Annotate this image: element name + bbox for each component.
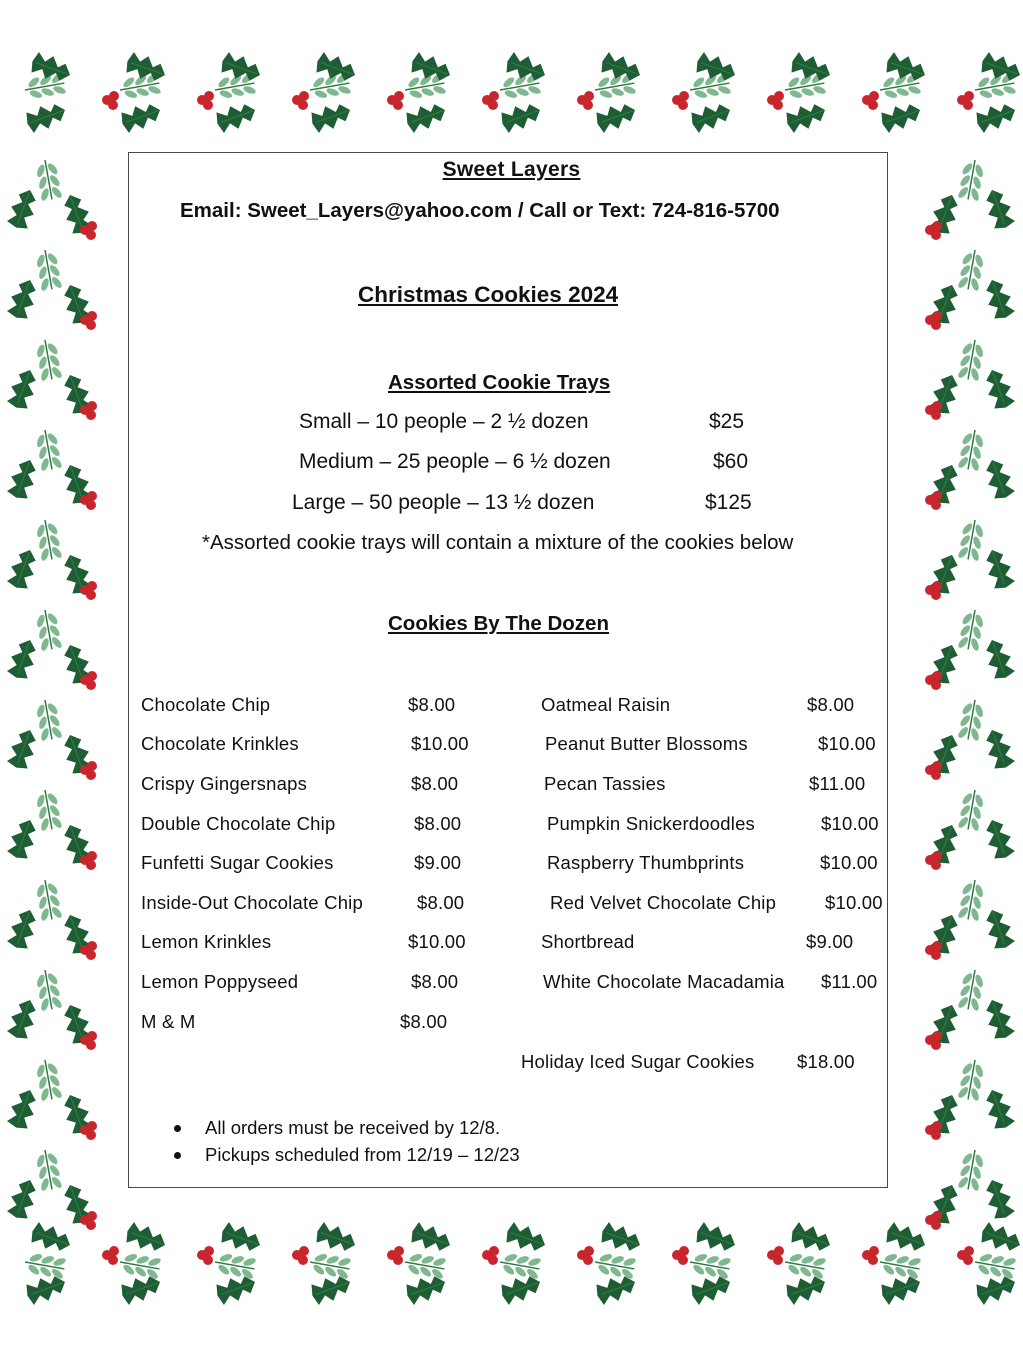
berry-cluster-icon: [957, 1246, 974, 1265]
holly-leaf-icon: [593, 99, 639, 135]
cookie-price: $10.00: [408, 931, 466, 952]
holly-leaf-icon: [981, 816, 1017, 862]
berry-cluster-icon: [292, 1246, 309, 1265]
berry-cluster-icon: [767, 1246, 784, 1265]
berry-cluster-icon: [482, 91, 499, 110]
order-note-text: All orders must be received by 12/8.: [205, 1117, 501, 1138]
berry-cluster-icon: [102, 1246, 119, 1265]
cookie-name: Lemon Krinkles: [141, 931, 272, 952]
holly-leaf-icon: [5, 186, 41, 232]
holly-leaf-icon: [123, 1220, 169, 1256]
holly-leaf-icon: [33, 878, 64, 923]
holly-leaf-icon: [973, 1250, 1018, 1281]
holly-leaf-icon: [5, 906, 41, 952]
tray-size-medium-label: Medium – 25 people – 6 ½ dozen: [299, 450, 611, 473]
holly-leaf-icon: [118, 99, 164, 135]
berry-cluster-icon: [102, 91, 119, 110]
holly-leaf-icon: [403, 99, 449, 135]
tray-size-large-price: $125: [705, 491, 752, 514]
cookie-name: Funfetti Sugar Cookies: [141, 852, 334, 873]
holly-leaf-icon: [213, 1250, 258, 1281]
holly-leaf-icon: [598, 1220, 644, 1256]
cookie-price: $9.00: [806, 931, 854, 952]
holly-leaf-icon: [33, 608, 64, 653]
tray-size-large-label: Large – 50 people – 13 ½ dozen: [292, 491, 595, 514]
holly-leaf-icon: [956, 518, 987, 563]
holly-leaf-icon: [956, 608, 987, 653]
holly-leaf-icon: [5, 996, 41, 1042]
holly-leaf-icon: [981, 906, 1017, 952]
holly-leaf-icon: [788, 1220, 834, 1256]
berry-cluster-icon: [672, 1246, 689, 1265]
holly-leaf-icon: [33, 1058, 64, 1103]
order-notes: [170, 1116, 520, 1170]
cookie-price: $10.00: [818, 733, 876, 754]
holly-leaf-icon: [118, 1250, 163, 1281]
cookie-name: Pecan Tassies: [544, 773, 666, 794]
cookie-name: Lemon Poppyseed: [141, 971, 299, 992]
berry-cluster-icon: [862, 91, 879, 110]
berry-cluster-icon: [387, 1246, 404, 1265]
holly-leaf-icon: [213, 99, 259, 135]
cookie-price: $10.00: [411, 733, 469, 754]
holly-leaf-icon: [5, 1086, 41, 1132]
holly-leaf-icon: [981, 996, 1017, 1042]
holly-leaf-icon: [981, 726, 1017, 772]
holly-leaf-icon: [956, 1148, 987, 1193]
dozen-section-title: Cookies By The Dozen: [388, 612, 609, 635]
holly-leaf-icon: [693, 1220, 739, 1256]
holly-leaf-icon: [5, 1176, 41, 1222]
cookie-price: $8.00: [411, 773, 459, 794]
bullet-icon: [174, 1152, 181, 1159]
holly-leaf-icon: [33, 428, 64, 473]
holly-leaf-icon: [878, 1250, 923, 1281]
trays-note: *Assorted cookie trays will contain a mixture of the cookies below: [202, 531, 794, 554]
holly-leaf-icon: [5, 456, 41, 502]
cookie-price: $10.00: [820, 852, 878, 873]
holly-leaf-icon: [981, 456, 1017, 502]
holly-leaf-icon: [33, 788, 64, 833]
holly-leaf-icon: [498, 1250, 543, 1281]
cookie-name: Red Velvet Chocolate Chip: [550, 892, 777, 913]
cookie-price: $8.00: [417, 892, 465, 913]
berry-cluster-icon: [577, 1246, 594, 1265]
berry-cluster-icon: [957, 91, 974, 110]
cookie-name: Raspberry Thumbprints: [547, 852, 745, 873]
order-note-text: Pickups scheduled from 12/19 – 12/23: [205, 1144, 520, 1165]
cookie-price: $10.00: [821, 813, 879, 834]
tray-size-small-price: $25: [709, 410, 745, 433]
holly-leaf-icon: [5, 546, 41, 592]
berry-cluster-icon: [197, 1246, 214, 1265]
business-name: Sweet Layers: [442, 158, 581, 181]
berry-cluster-icon: [292, 91, 309, 110]
holly-leaf-icon: [313, 1220, 359, 1256]
holly-leaf-icon: [956, 1058, 987, 1103]
cookie-name: M & M: [141, 1011, 196, 1032]
holly-leaf-icon: [956, 698, 987, 743]
contact-line: Email: Sweet_Layers@yahoo.com / Call or Text: 724-816-5700: [180, 199, 780, 222]
holly-leaf-icon: [981, 546, 1017, 592]
berry-cluster-icon: [387, 91, 404, 110]
holly-leaf-icon: [878, 99, 924, 135]
cookie-name: Peanut Butter Blossoms: [545, 733, 748, 754]
cookie-price: $8.00: [414, 813, 462, 834]
holly-leaf-icon: [5, 636, 41, 682]
holly-leaf-icon: [33, 968, 64, 1013]
holly-leaf-icon: [981, 636, 1017, 682]
holly-leaf-icon: [883, 1220, 929, 1256]
cookie-name: Shortbread: [541, 931, 635, 952]
trays-section-title: Assorted Cookie Trays: [388, 371, 611, 394]
berry-cluster-icon: [862, 1246, 879, 1265]
holly-leaf-icon: [783, 1250, 828, 1281]
holly-leaf-icon: [33, 698, 64, 743]
holly-leaf-icon: [593, 1250, 638, 1281]
holly-leaf-icon: [688, 99, 734, 135]
cookie-name: Chocolate Chip: [141, 694, 271, 715]
holly-leaf-icon: [308, 1250, 353, 1281]
cookie-price: $8.00: [400, 1011, 448, 1032]
menu-title: Christmas Cookies 2024: [358, 282, 619, 307]
cookie-name: Crispy Gingersnaps: [141, 773, 308, 794]
holly-leaf-icon: [33, 248, 64, 293]
holly-leaf-icon: [23, 99, 69, 135]
list-item: [170, 1116, 520, 1143]
holly-leaf-icon: [956, 248, 987, 293]
bullet-icon: [174, 1125, 181, 1132]
holly-leaf-icon: [28, 1220, 74, 1256]
berry-cluster-icon: [482, 1246, 499, 1265]
holly-leaf-icon: [403, 1250, 448, 1281]
holly-leaf-icon: [23, 1250, 68, 1281]
berry-cluster-icon: [767, 91, 784, 110]
holly-leaf-icon: [956, 338, 987, 383]
cookie-price: $9.00: [414, 852, 462, 873]
holly-leaf-icon: [956, 968, 987, 1013]
tray-size-medium-price: $60: [713, 450, 749, 473]
holly-leaf-icon: [308, 99, 354, 135]
holly-leaf-icon: [783, 99, 829, 135]
holly-leaf-icon: [5, 726, 41, 772]
berry-cluster-icon: [197, 91, 214, 110]
holly-leaf-icon: [33, 338, 64, 383]
tray-size-small-label: Small – 10 people – 2 ½ dozen: [299, 410, 589, 433]
list-item: [170, 1143, 520, 1170]
holly-leaf-icon: [5, 276, 41, 322]
cookie-name: White Chocolate Macadamia: [543, 971, 785, 992]
cookie-price: $8.00: [807, 694, 855, 715]
holly-leaf-icon: [5, 816, 41, 862]
cookie-name: Inside-Out Chocolate Chip: [141, 892, 363, 913]
holly-leaf-icon: [498, 99, 544, 135]
cookie-name: Pumpkin Snickerdoodles: [547, 813, 756, 834]
cookie-price: $8.00: [411, 971, 459, 992]
holly-leaf-icon: [981, 1176, 1017, 1222]
holly-leaf-icon: [956, 878, 987, 923]
cookie-price: $8.00: [408, 694, 456, 715]
holly-leaf-icon: [973, 99, 1019, 135]
holly-leaf-icon: [956, 788, 987, 833]
special-cookie-price: $18.00: [797, 1051, 855, 1072]
holly-leaf-icon: [981, 366, 1017, 412]
holly-leaf-icon: [33, 1148, 64, 1193]
holly-leaf-icon: [5, 366, 41, 412]
holly-leaf-icon: [956, 428, 987, 473]
special-cookie-name: Holiday Iced Sugar Cookies: [521, 1051, 755, 1072]
cookie-price: $11.00: [821, 971, 878, 992]
holly-leaf-icon: [218, 1220, 264, 1256]
holly-leaf-icon: [981, 186, 1017, 232]
holly-leaf-icon: [503, 1220, 549, 1256]
cookie-name: Double Chocolate Chip: [141, 813, 336, 834]
holly-leaf-icon: [408, 1220, 454, 1256]
holly-leaf-icon: [978, 1220, 1023, 1256]
cookie-price: $10.00: [825, 892, 883, 913]
berry-cluster-icon: [577, 91, 594, 110]
holly-leaf-icon: [981, 1086, 1017, 1132]
holly-leaf-icon: [981, 276, 1017, 322]
holly-leaf-icon: [688, 1250, 733, 1281]
cookie-name: Chocolate Krinkles: [141, 733, 299, 754]
cookie-price: $11.00: [809, 773, 866, 794]
berry-cluster-icon: [672, 91, 689, 110]
cookie-name: Oatmeal Raisin: [541, 694, 671, 715]
holly-leaf-icon: [33, 518, 64, 563]
